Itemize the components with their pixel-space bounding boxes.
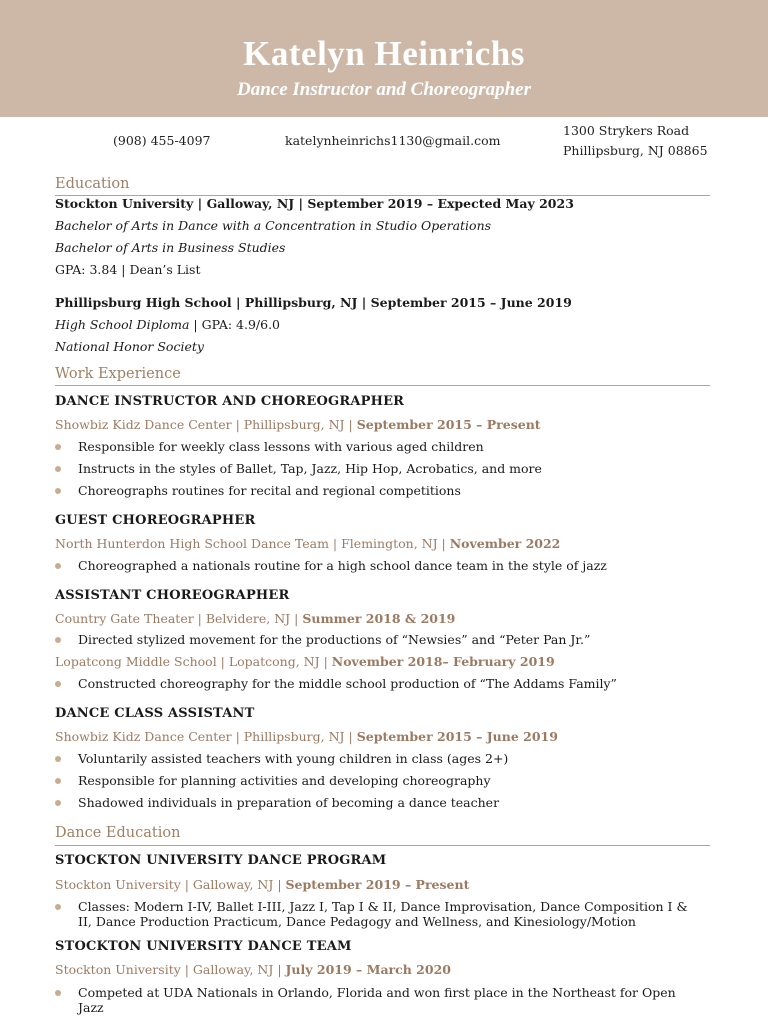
job2-org [55,535,710,553]
school1-heading: Stockton University | Galloway, NJ | September 2019 – Expected May 2023 [55,196,574,211]
bullet-dot-icon [55,904,61,910]
prog2-org [55,961,710,979]
school1-degree2: Bachelor of Arts in Business Studies [55,240,286,255]
job1-dates: September 2015 – Present [356,417,541,432]
prog1-org-name: Stockton University | Galloway, NJ | [55,877,286,892]
job4-bullet-1: Voluntarily assisted teachers with young children in class (ages 2+) [55,751,695,766]
job4-bullet-2: Responsible for planning activities and developing choreography [55,773,695,788]
job1-bullet-3: Choreographs routines for recital and regional competitions [55,483,695,498]
job2-org-name: North Hunterdon High School Dance Team | Flemington, NJ | [55,536,450,551]
job3-org2-name: Lopatcong Middle School | Lopatcong, NJ | [55,654,332,669]
job2-title: GUEST CHOREOGRAPHER [55,513,256,528]
job3-org1 [55,610,710,628]
job4-org [55,728,710,746]
education-title: Education [55,176,130,192]
prog2-title: STOCKTON UNIVERSITY DANCE TEAM [55,939,352,954]
school2-diploma-line [55,316,710,334]
bullet-dot-icon [55,444,61,450]
school1-gpa: GPA: 3.84 | Dean’s List [55,262,201,277]
job3-bullet-1: Directed stylized movement for the productions of “Newsies” and “Peter Pan Jr.” [55,632,695,647]
address-line-1: 1300 Strykers Road [563,123,690,138]
prog1-title: STOCKTON UNIVERSITY DANCE PROGRAM [55,853,387,868]
job1-org-name: Showbiz Kidz Dance Center | Phillipsburg, NJ | [55,417,357,432]
school2-heading: Phillipsburg High School | Phillipsburg, NJ | September 2015 – June 2019 [55,295,572,310]
prog1-bullet: Classes: Modern I-IV, Ballet I-III, Jazz I, Tap I & II, Dance Improvisation, Dance Composition I & II, Dance Production Practicum, Dance Pedagogy and Wellness, and Kinesiology/Motion [55,899,695,929]
dance-education-section-header [55,824,710,846]
job3-dates2: November 2018– February 2019 [331,654,555,669]
bullet-dot-icon [55,637,61,643]
prog1-org [55,876,710,894]
dance-education-title: Dance Education [55,825,181,841]
prog1-dates: September 2019 – Present [285,877,470,892]
job2-dates: November 2022 [449,536,561,551]
address-line-2: Phillipsburg, NJ 08865 [563,143,708,158]
bullet-dot-icon [55,800,61,806]
job4-org-name: Showbiz Kidz Dance Center | Phillipsburg, NJ | [55,729,357,744]
bullet-dot-icon [55,563,61,569]
school1-degree1: Bachelor of Arts in Dance with a Concentration in Studio Operations [55,218,492,233]
school2-diploma: High School Diploma [55,317,190,332]
job3-org2 [55,653,710,671]
job1-bullet-2: Instructs in the styles of Ballet, Tap, Jazz, Hip Hop, Acrobatics, and more [55,461,695,476]
job3-dates1: Summer 2018 & 2019 [302,611,456,626]
job3-bullet-2: Constructed choreography for the middle school production of “The Addams Family” [55,676,695,691]
bullet-dot-icon [55,488,61,494]
job3-org1-name: Country Gate Theater | Belvidere, NJ | [55,611,303,626]
bullet-dot-icon [55,681,61,687]
header-banner [0,0,768,117]
education-section-header [55,175,710,196]
candidate-name: Katelyn Heinrichs [243,34,525,73]
school2-honor: National Honor Society [55,339,204,354]
prog2-dates: July 2019 – March 2020 [285,962,451,977]
contact-phone: (908) 455-4097 [113,133,211,148]
job2-bullet-1: Choreographed a nationals routine for a high school dance team in the style of jazz [55,558,695,573]
job4-dates: September 2015 – June 2019 [356,729,558,744]
candidate-tagline: Dance Instructor and Choreographer [236,79,532,100]
bullet-dot-icon [55,756,61,762]
job1-title: DANCE INSTRUCTOR AND CHOREOGRAPHER [55,394,405,409]
school2-gpa: | GPA: 4.9/6.0 [189,317,281,332]
prog2-bullet: Competed at UDA Nationals in Orlando, Florida and won first place in the Northeast for Open Jazz [55,985,695,1015]
work-title: Work Experience [55,366,181,382]
job1-bullet-1: Responsible for weekly class lessons with various aged children [55,439,695,454]
bullet-dot-icon [55,778,61,784]
bullet-dot-icon [55,466,61,472]
job4-bullet-3: Shadowed individuals in preparation of becoming a dance teacher [55,795,695,810]
contact-address [563,121,708,161]
contact-email: katelynheinrichs1130@gmail.com [285,133,501,148]
prog2-org-name: Stockton University | Galloway, NJ | [55,962,286,977]
job3-title: ASSISTANT CHOREOGRAPHER [55,588,290,603]
bullet-dot-icon [55,990,61,996]
work-section-header [55,365,710,386]
job4-title: DANCE CLASS ASSISTANT [55,706,255,721]
job1-org [55,416,710,434]
